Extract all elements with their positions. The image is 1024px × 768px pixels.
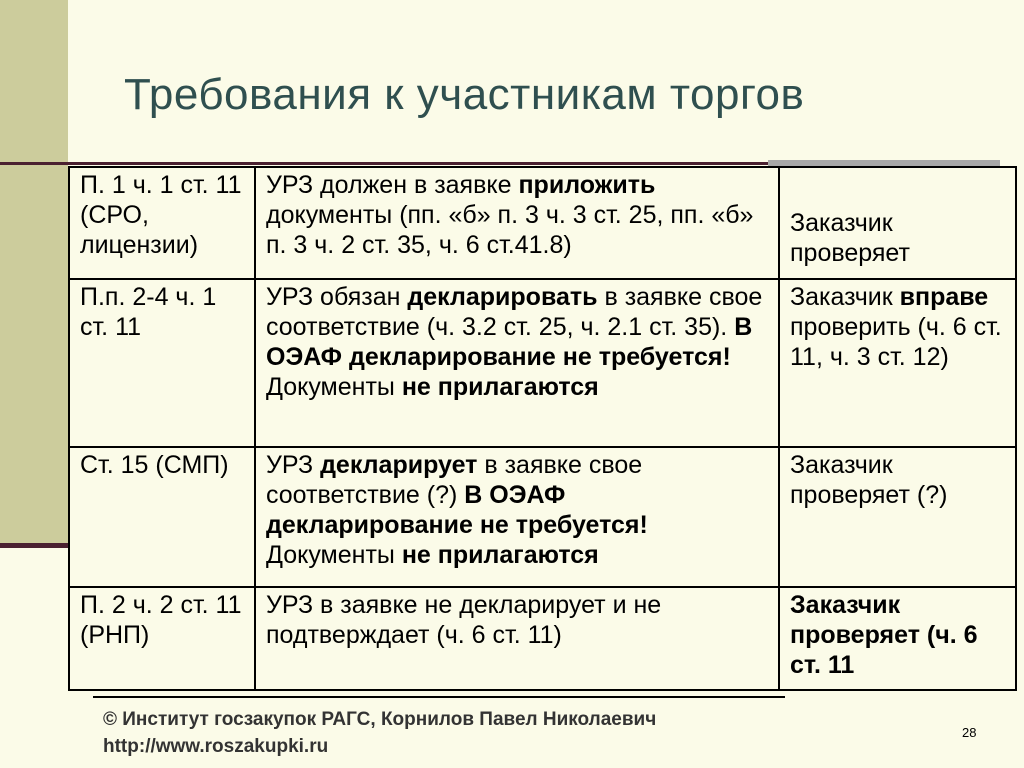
requirements-table [68,166,1017,691]
text-run: документы (пп. «б» п. 3 ч. 3 ст. 25, пп. «б» п. 3 ч. 2 ст. 35, ч. 6 ст.41.8) [266,201,754,259]
table-row [69,279,1016,447]
footer-url: http://www.roszakupki.ru [103,736,329,757]
bold-text: Заказчик проверяет (ч. 6 ст. 11 [790,591,978,679]
text-run: в заявке свое соответствие (?) [266,451,643,509]
bold-text: не прилагаются [401,541,599,569]
side-band [0,0,68,548]
text-run: УРЗ должен в заявке [266,171,519,199]
text-run: Заказчик [790,283,900,311]
check-cell [779,279,1016,447]
requirement-cell [255,279,779,447]
bold-text: декларирует [320,451,478,479]
slide-title: Требования к участникам торгов [124,70,805,119]
ref-cell: П. 2 ч. 2 ст. 11 (РНП) [69,587,255,690]
check-cell [779,447,1016,587]
text-run: проверить (ч. 6 ст. 11, ч. 3 ст. 12) [790,313,1002,371]
ref-cell: П.п. 2-4 ч. 1 ст. 11 [69,279,255,447]
page-number: 28 [962,725,977,740]
requirement-cell [255,167,779,279]
text-run: Заказчик проверяет [790,209,910,267]
requirement-cell [255,587,779,690]
table-row [69,167,1016,279]
text-run: УРЗ в заявке не декларирует и не подтверждает (ч. 6 ст. 11) [266,591,662,649]
ref-cell: Ст. 15 (СМП) [69,447,255,587]
bold-text: не прилагаются [401,373,599,401]
footer-copyright: © Институт госзакупок РАГС, Корнилов Павел Николаевич [103,709,657,730]
check-cell [779,167,1016,279]
title-divider [0,162,785,165]
text-run: Документы [266,541,402,569]
bold-text: приложить [518,171,656,199]
text-run: Документы [266,373,402,401]
text-run: Заказчик проверяет (?) [790,451,948,509]
text-run: УРЗ [266,451,321,479]
bold-text: декларировать [407,283,598,311]
table-row [69,447,1016,587]
ref-cell: П. 1 ч. 1 ст. 11 (СРО, лицензии) [69,167,255,279]
footer [103,706,656,760]
check-cell [779,587,1016,690]
bold-text: В ОЭАФ декларирование не требуется! [266,481,648,539]
text-run: в заявке свое соответствие (ч. 3.2 ст. 25, ч. 2.1 ст. 35). [266,283,763,341]
side-band-divider [0,543,68,548]
footer-divider [93,696,785,698]
text-run: УРЗ обязан [266,283,408,311]
requirement-cell [255,447,779,587]
bold-text: В ОЭАФ декларирование не требуется! [266,313,753,371]
table-row [69,587,1016,690]
bold-text: вправе [899,283,989,311]
